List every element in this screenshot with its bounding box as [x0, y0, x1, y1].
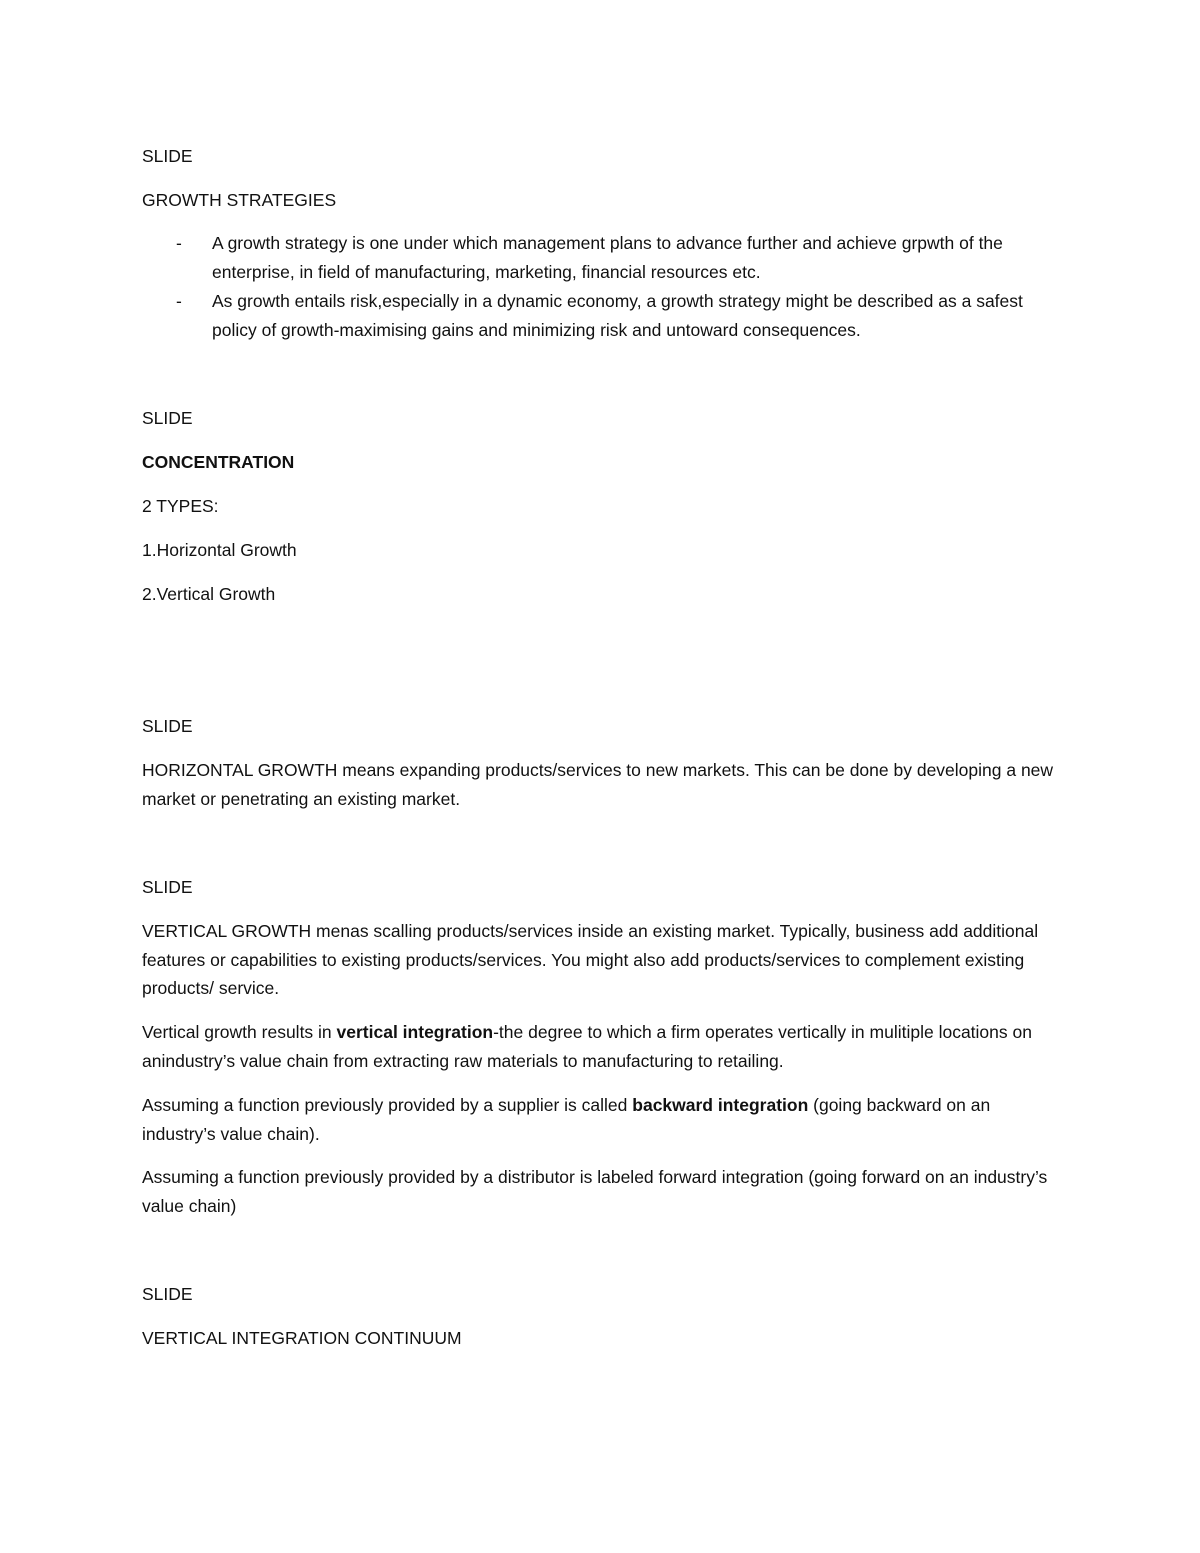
bullet-text: As growth entails risk,especially in a dynamic economy, a growth strategy might be described as a safest policy of growth-maximising gains and minimizing risk and untoward consequences. — [212, 291, 1023, 340]
paragraph: HORIZONTAL GROWTH means expanding products/services to new markets. This can be done by developing a new market or penetrating an existing market. — [142, 760, 1054, 809]
paragraph: Assuming a function previously provided by a distributor is labeled forward integration (going forward on an industry’s value chain) — [142, 1167, 1048, 1216]
paragraph — [142, 1018, 1062, 1075]
emphasis-term: vertical integration — [336, 1022, 494, 1042]
type-item: 2.Vertical Growth — [142, 584, 276, 604]
text-run: Assuming a function previously provided by a supplier is called — [142, 1095, 633, 1115]
bullet-marker: - — [176, 291, 182, 311]
section-heading: VERTICAL INTEGRATION CONTINUUM — [142, 1328, 462, 1348]
bullet-item — [142, 287, 1062, 344]
slide-label: SLIDE — [142, 408, 193, 428]
text-run: (going backward on an industry’s value chain). — [142, 1095, 991, 1144]
type-item: 1.Horizontal Growth — [142, 540, 297, 560]
slide-label: SLIDE — [142, 877, 193, 897]
slide-label: SLIDE — [142, 1284, 193, 1304]
bullet-marker: - — [176, 233, 182, 253]
slide-label: SLIDE — [142, 146, 193, 166]
paragraph: VERTICAL GROWTH menas scalling products/services inside an existing market. Typically, business add additional features or capabilities to existing products/services. You might also add products/services to complement existing products/ service. — [142, 921, 1039, 998]
text-run: Vertical growth results in — [142, 1022, 337, 1042]
emphasis-term: backward integration — [632, 1095, 809, 1115]
bullet-item — [142, 229, 1062, 286]
section-heading: GROWTH STRATEGIES — [142, 190, 337, 210]
slide-label: SLIDE — [142, 716, 193, 736]
text-run: -the degree to which a firm operates vertically in mulitiple locations on anindustry’s value chain from extracting raw materials to manufacturing to retailing. — [142, 1022, 1032, 1071]
bullet-text: A growth strategy is one under which management plans to advance further and achieve grpwth of the enterprise, in field of manufacturing, marketing, financial resources etc. — [212, 233, 1003, 282]
types-label: 2 TYPES: — [142, 496, 219, 516]
paragraph — [142, 1091, 1062, 1148]
section-heading: CONCENTRATION — [142, 452, 295, 472]
